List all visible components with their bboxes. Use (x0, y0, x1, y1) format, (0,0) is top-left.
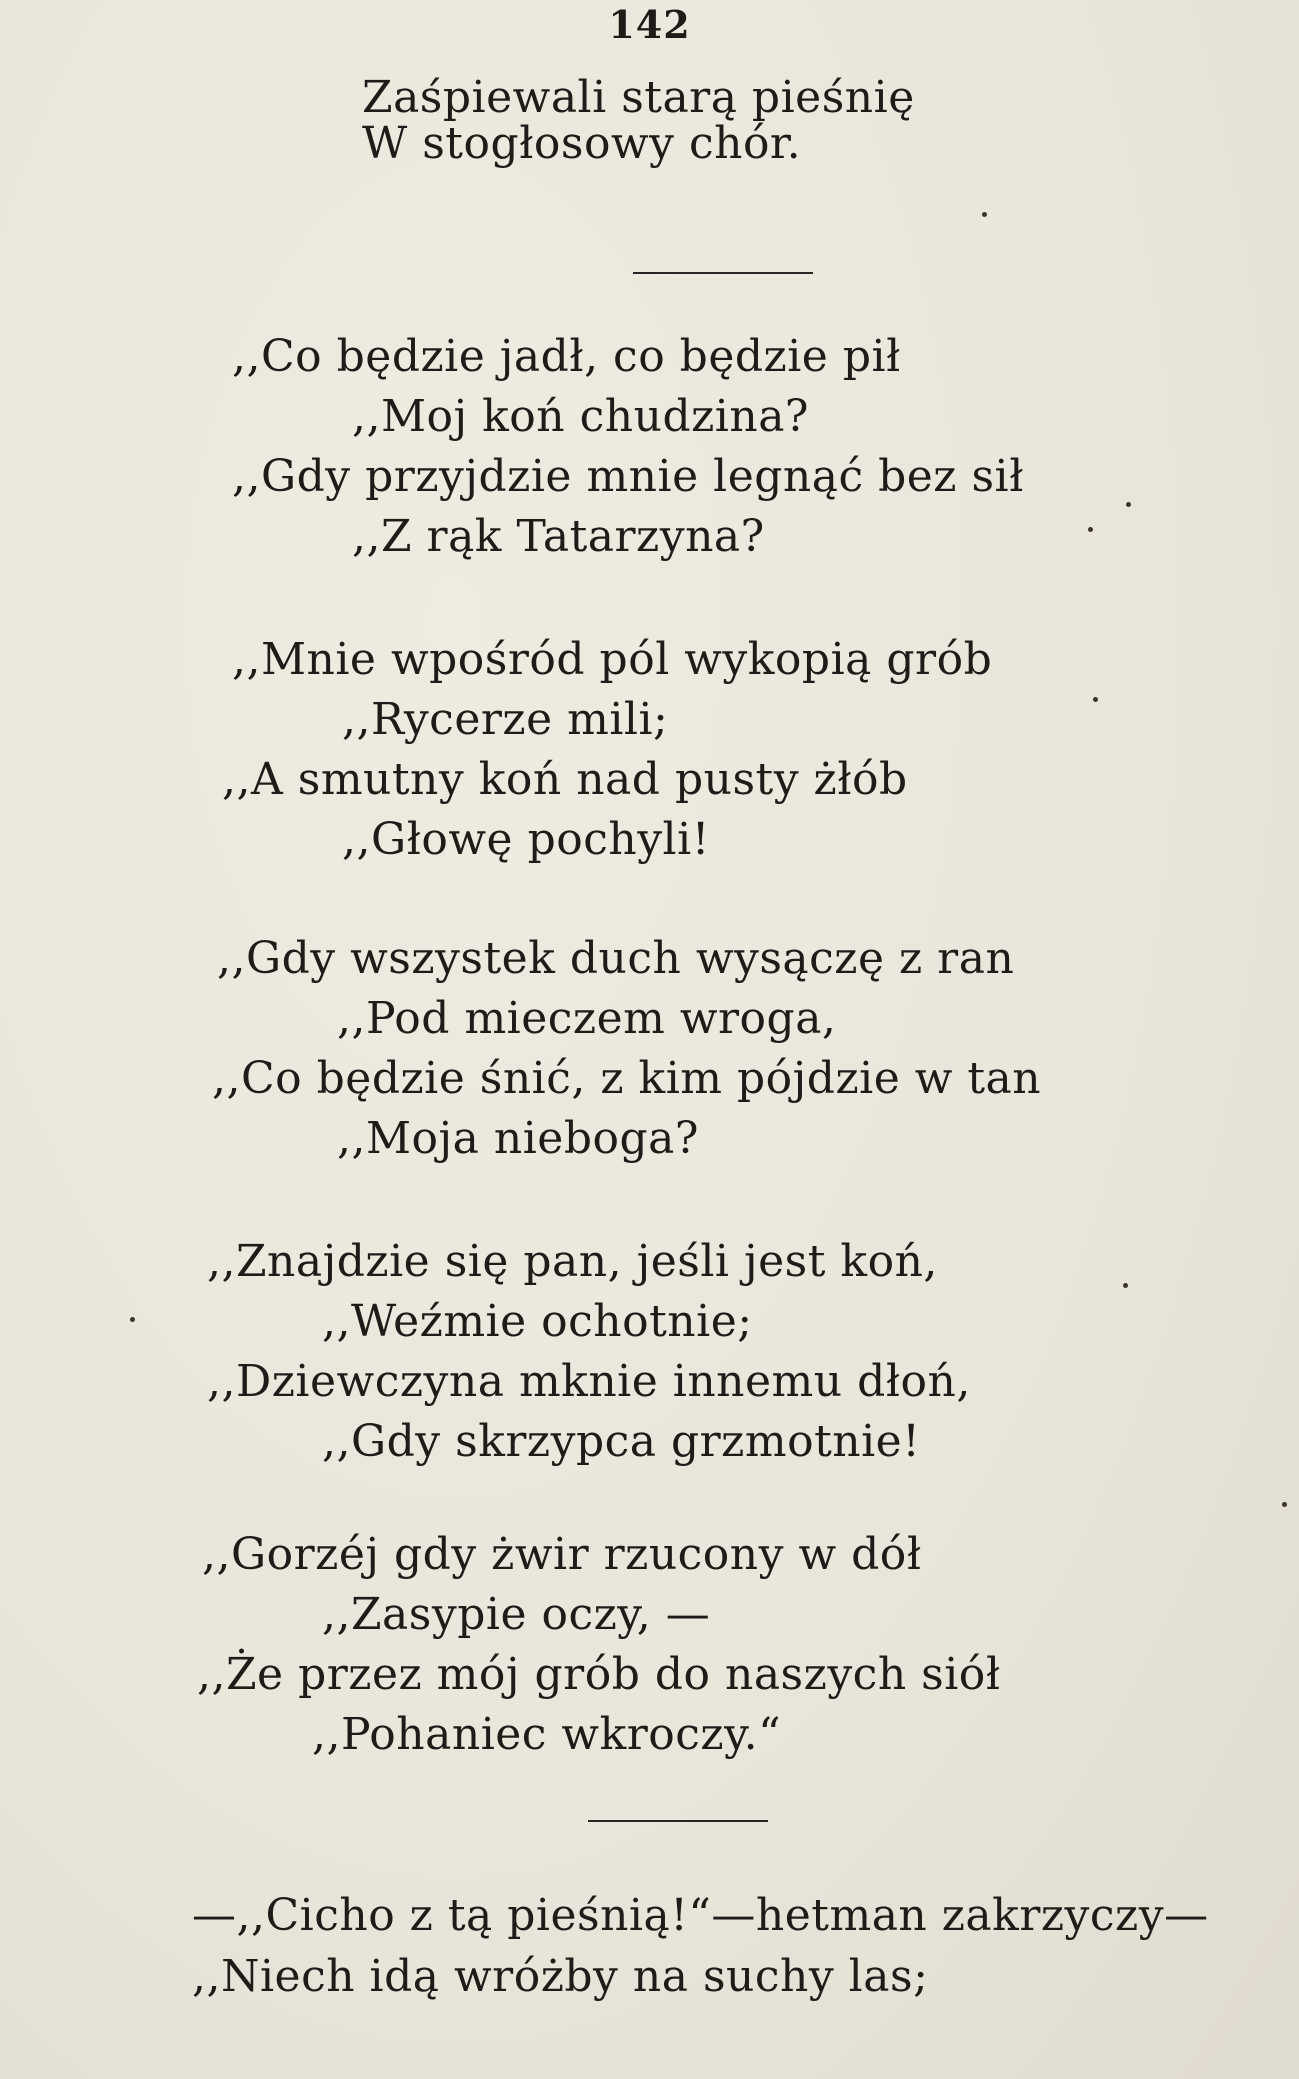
verse-line: ,,Moj koń chudzina? (352, 391, 810, 442)
paper-speck (1282, 1502, 1287, 1507)
paper-speck (1093, 697, 1098, 702)
verse-line: ,,Głowę pochyli! (342, 814, 710, 865)
verse-line: ,,Zasypie oczy, — (322, 1589, 711, 1640)
verse-line: ,,Gorzéj gdy żwir rzucony w dół (202, 1529, 922, 1580)
verse-line: ,,Gdy wszystek duch wysączę z ran (217, 933, 1015, 984)
verse-line: ,,Z rąk Tatarzyna? (352, 511, 765, 562)
verse-line: ,,Gdy przyjdzie mnie legnąć bez sił (232, 451, 1024, 502)
verse-line: Zaśpiewali starą pieśnię (362, 72, 915, 123)
verse-line: ,,Dziewczyna mknie innemu dłoń, (207, 1356, 971, 1407)
page-number: 142 (608, 2, 691, 47)
verse-line: ,,Co będzie śnić, z kim pójdzie w tan (212, 1053, 1042, 1104)
verse-line: ,,A smutny koń nad pusty żłób (222, 754, 908, 805)
verse-line: ,,Co będzie jadł, co będzie pił (232, 331, 901, 382)
verse-line: ,,Niech idą wróżby na suchy las; (192, 1951, 929, 2002)
section-divider (633, 272, 813, 274)
paper-speck (1088, 527, 1093, 532)
verse-line: ,,Że przez mój grób do naszych siół (197, 1649, 1001, 1700)
verse-line: W stogłosowy chór. (362, 118, 802, 169)
paper-speck (1123, 1283, 1128, 1288)
paper-speck (982, 212, 987, 217)
verse-line: ,,Znajdzie się pan, jeśli jest koń, (207, 1236, 938, 1287)
verse-line: ,,Gdy skrzypca grzmotnie! (322, 1416, 921, 1467)
verse-line: ,,Pod mieczem wroga, (337, 993, 837, 1044)
paper-speck (130, 1317, 135, 1322)
paper-speck (1126, 502, 1131, 507)
verse-line: ,,Mnie wpośród pól wykopią grób (232, 634, 993, 685)
verse-line: ,,Rycerze mili; (342, 694, 669, 745)
verse-line: ,,Weźmie ochotnie; (322, 1296, 753, 1347)
verse-line: —,,Cicho z tą pieśnią!“—hetman zakrzyczy— (192, 1890, 1209, 1941)
verse-line: ,,Pohaniec wkroczy.“ (312, 1709, 782, 1760)
verse-line: ,,Moja nieboga? (337, 1113, 699, 1164)
section-divider (588, 1820, 768, 1822)
